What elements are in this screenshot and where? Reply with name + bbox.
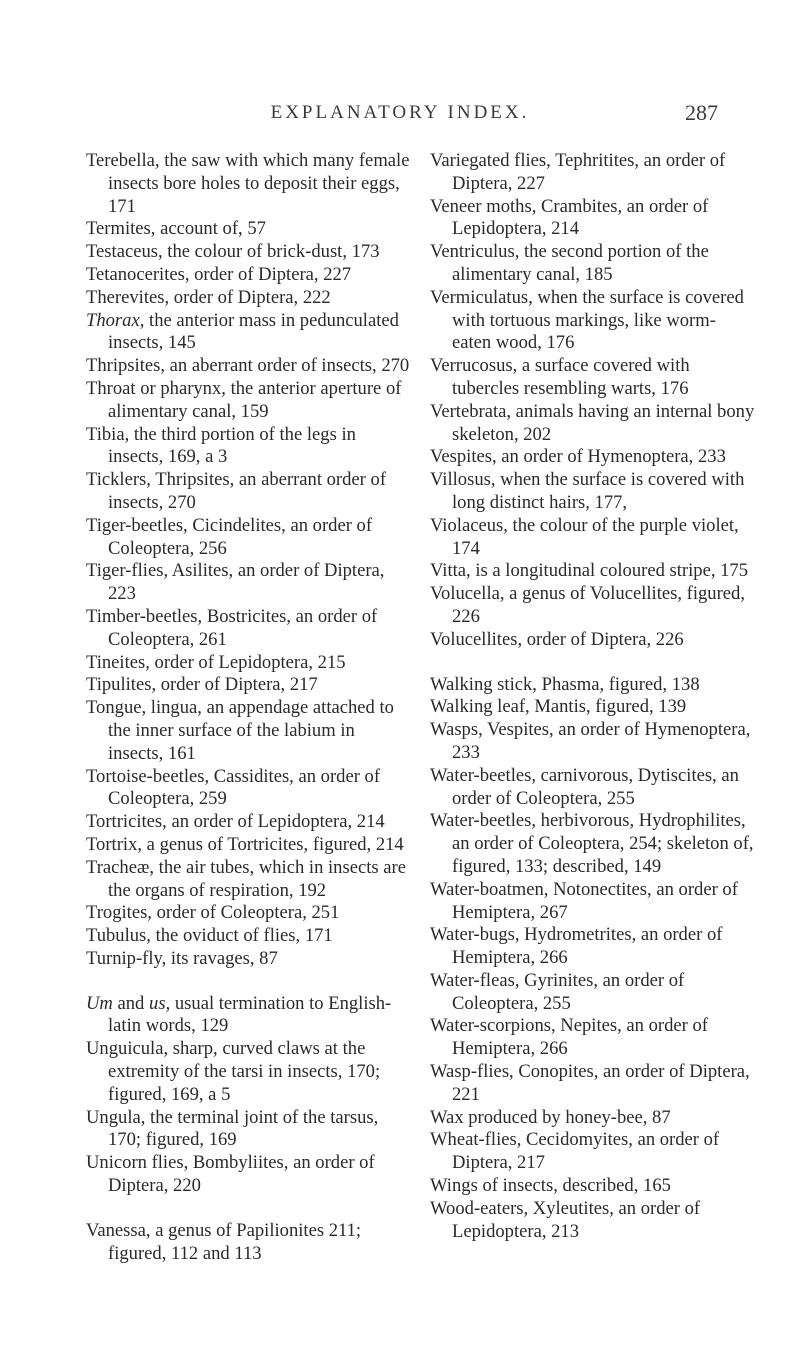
section-gap bbox=[430, 652, 755, 674]
index-entry bbox=[430, 560, 755, 583]
entry-term-italic: Thorax bbox=[86, 309, 140, 331]
index-entry bbox=[86, 287, 411, 310]
section-gap bbox=[86, 971, 411, 993]
index-entry bbox=[86, 993, 411, 1039]
entry-text: Timber-beetles, Bostricites, an order of Coleoptera, 261 bbox=[86, 605, 378, 650]
index-entry bbox=[430, 1061, 755, 1107]
entry-text: , usual termination to English-latin words, 129 bbox=[108, 992, 392, 1037]
entry-text: Vespites, an order of Hymenoptera, 233 bbox=[430, 446, 726, 468]
entry-text: Vitta, is a longitudinal coloured stripe, 175 bbox=[430, 560, 749, 582]
entry-text: Ungula, the terminal joint of the tarsus, 170; figured, 169 bbox=[86, 1106, 379, 1151]
entry-term-italic: Um bbox=[86, 992, 113, 1014]
index-entry bbox=[86, 766, 411, 812]
entry-text: Wasps, Vespites, an order of Hymenoptera, 233 bbox=[430, 719, 751, 763]
entry-text: Verrucosus, a surface covered with tubercles resembling warts, 176 bbox=[430, 355, 690, 399]
entry-text: Variegated flies, Tephritites, an order of Diptera, 227 bbox=[430, 150, 726, 194]
entry-text: Violaceus, the colour of the purple violet, 174 bbox=[430, 514, 739, 559]
entry-text: Tineites, order of Lepidoptera, 215 bbox=[86, 651, 346, 673]
index-entry bbox=[86, 241, 411, 264]
index-entry bbox=[86, 560, 411, 606]
index-entry bbox=[86, 652, 411, 675]
section-gap bbox=[86, 1198, 411, 1220]
entry-text: Villosus, when the surface is covered with long distinct hairs, 177, bbox=[430, 469, 745, 513]
index-entry bbox=[86, 697, 411, 765]
index-entry bbox=[86, 811, 411, 834]
entry-text: Unicorn flies, Bombyliites, an order of Diptera, 220 bbox=[86, 1152, 375, 1197]
entry-text: Tiger-flies, Asilites, an order of Diptera, 223 bbox=[86, 560, 385, 605]
page-number: 287 bbox=[685, 100, 718, 125]
entry-text: Testaceus, the colour of brick-dust, 173 bbox=[86, 241, 380, 263]
index-entry bbox=[430, 696, 755, 719]
index-entry bbox=[86, 902, 411, 925]
index-entry bbox=[430, 583, 755, 629]
index-entry bbox=[86, 378, 411, 424]
entry-term-italic: us bbox=[149, 992, 166, 1014]
entry-text: Vanessa, a genus of Papilionites 211; figured, 112 and 113 bbox=[86, 1219, 362, 1264]
entry-text: Wax produced by honey-bee, 87 bbox=[430, 1106, 671, 1128]
entry-text: Tiger-beetles, Cicindelites, an order of Coleoptera, 256 bbox=[86, 514, 373, 559]
index-entry bbox=[86, 857, 411, 903]
entry-text: Tibia, the third portion of the legs in insects, 169, a 3 bbox=[86, 423, 356, 468]
index-entry bbox=[86, 1038, 411, 1106]
index-entry bbox=[86, 264, 411, 287]
entry-text: Wasp-flies, Conopites, an order of Diptera, 221 bbox=[430, 1061, 750, 1105]
entry-text: Tetanocerites, order of Diptera, 227 bbox=[86, 263, 352, 285]
entry-text: Water-bugs, Hydrometrites, an order of Hemiptera, 266 bbox=[430, 924, 723, 969]
index-entry bbox=[430, 196, 755, 242]
index-entry bbox=[86, 515, 411, 561]
index-entry bbox=[86, 218, 411, 241]
entry-text: Volucellites, order of Diptera, 226 bbox=[430, 628, 684, 650]
index-entry bbox=[430, 446, 755, 469]
entry-text: Walking leaf, Mantis, figured, 139 bbox=[430, 696, 687, 718]
index-column-right bbox=[430, 150, 755, 1243]
entry-text: Throat or pharynx, the anterior aperture of alimentary canal, 159 bbox=[86, 377, 402, 422]
entry-text: Wheat-flies, Cecidomyites, an order of Diptera, 217 bbox=[430, 1129, 720, 1174]
entry-text: Tracheæ, the air tubes, which in insects are the organs of respiration, 192 bbox=[86, 856, 406, 901]
entry-text: Water-scorpions, Nepites, an order of Hemiptera, 266 bbox=[430, 1015, 708, 1060]
entry-text: Termites, account of, 57 bbox=[86, 218, 266, 240]
index-entry bbox=[430, 1015, 755, 1061]
entry-text: and bbox=[112, 992, 150, 1014]
index-entry bbox=[86, 606, 411, 652]
entry-text: Water-fleas, Gyrinites, an order of Coleoptera, 255 bbox=[430, 969, 685, 1014]
entry-text: Vertebrata, animals having an internal bony skeleton, 202 bbox=[430, 400, 755, 445]
running-head: EXPLANATORY INDEX. bbox=[270, 102, 530, 123]
index-entry bbox=[430, 1198, 755, 1244]
index-entry bbox=[430, 970, 755, 1016]
index-column-left bbox=[86, 150, 411, 1265]
index-entry bbox=[430, 674, 755, 697]
index-entry bbox=[430, 719, 755, 765]
entry-text: Thripsites, an aberrant order of insects, 270 bbox=[86, 355, 410, 377]
index-entry bbox=[86, 834, 411, 857]
entry-text: Tipulites, order of Diptera, 217 bbox=[86, 674, 318, 696]
entry-text: Tortoise-beetles, Cassidites, an order of Coleoptera, 259 bbox=[86, 765, 381, 810]
index-entry bbox=[430, 401, 755, 447]
page-header bbox=[0, 92, 800, 132]
index-entry bbox=[430, 469, 755, 515]
index-entry bbox=[86, 948, 411, 971]
entry-text: Ventriculus, the second portion of the alimentary canal, 185 bbox=[430, 241, 709, 285]
index-entry bbox=[430, 355, 755, 401]
entry-text: Vermiculatus, when the surface is covered with tortuous markings, like worm-eaten wood, 176 bbox=[430, 286, 744, 354]
entry-text: Tortricites, an order of Lepidoptera, 214 bbox=[86, 811, 385, 833]
index-entry bbox=[86, 1152, 411, 1198]
entry-text: Volucella, a genus of Volucellites, figured, 226 bbox=[430, 583, 745, 627]
index-entry bbox=[86, 424, 411, 470]
index-entry bbox=[430, 1129, 755, 1175]
index-entry bbox=[430, 287, 755, 355]
entry-text: Tongue, lingua, an appendage attached to the inner surface of the labium in insects, 161 bbox=[86, 697, 394, 764]
index-entry bbox=[430, 765, 755, 811]
entry-text: , the anterior mass in pedunculated insects, 145 bbox=[108, 309, 399, 354]
index-entry bbox=[86, 469, 411, 515]
index-entry bbox=[430, 241, 755, 287]
index-entry bbox=[430, 1175, 755, 1198]
entry-text: Trogites, order of Coleoptera, 251 bbox=[86, 902, 340, 924]
entry-text: Unguicula, sharp, curved claws at the extremity of the tarsi in insects, 170; figured, 169, a 5 bbox=[86, 1038, 381, 1105]
index-entry bbox=[430, 879, 755, 925]
entry-text: Water-beetles, carnivorous, Dytiscites, an order of Coleoptera, 255 bbox=[430, 764, 739, 809]
index-entry bbox=[86, 150, 411, 218]
entry-text: Therevites, order of Diptera, 222 bbox=[86, 286, 331, 308]
index-entry bbox=[86, 355, 411, 378]
entry-text: Tortrix, a genus of Tortricites, figured, 214 bbox=[86, 833, 404, 855]
entry-text: Water-boatmen, Notonectites, an order of Hemiptera, 267 bbox=[430, 878, 738, 923]
index-entry bbox=[86, 310, 411, 356]
entry-text: Wood-eaters, Xyleutites, an order of Lepidoptera, 213 bbox=[430, 1197, 701, 1242]
index-entry bbox=[430, 150, 755, 196]
entry-text: Water-beetles, herbivorous, Hydrophilites, an order of Coleoptera, 254; skeleton of, figured, 133; described, 149 bbox=[430, 810, 754, 877]
entry-text: Wings of insects, described, 165 bbox=[430, 1175, 671, 1197]
entry-text: Turnip-fly, its ravages, 87 bbox=[86, 947, 278, 969]
entry-text: Terebella, the saw with which many female insects bore holes to deposit their eggs, 171 bbox=[86, 150, 410, 217]
index-entry bbox=[86, 1107, 411, 1153]
index-entry bbox=[430, 629, 755, 652]
entry-text: Ticklers, Thripsites, an aberrant order of insects, 270 bbox=[86, 469, 387, 513]
entry-text: Veneer moths, Crambites, an order of Lepidoptera, 214 bbox=[430, 195, 709, 240]
index-entry bbox=[86, 925, 411, 948]
index-entry bbox=[430, 810, 755, 878]
index-entry bbox=[430, 515, 755, 561]
index-entry bbox=[430, 1107, 755, 1130]
entry-text: Walking stick, Phasma, figured, 138 bbox=[430, 673, 700, 695]
index-entry bbox=[86, 1220, 411, 1266]
index-entry bbox=[86, 674, 411, 697]
entry-text: Tubulus, the oviduct of flies, 171 bbox=[86, 925, 333, 947]
index-entry bbox=[430, 924, 755, 970]
